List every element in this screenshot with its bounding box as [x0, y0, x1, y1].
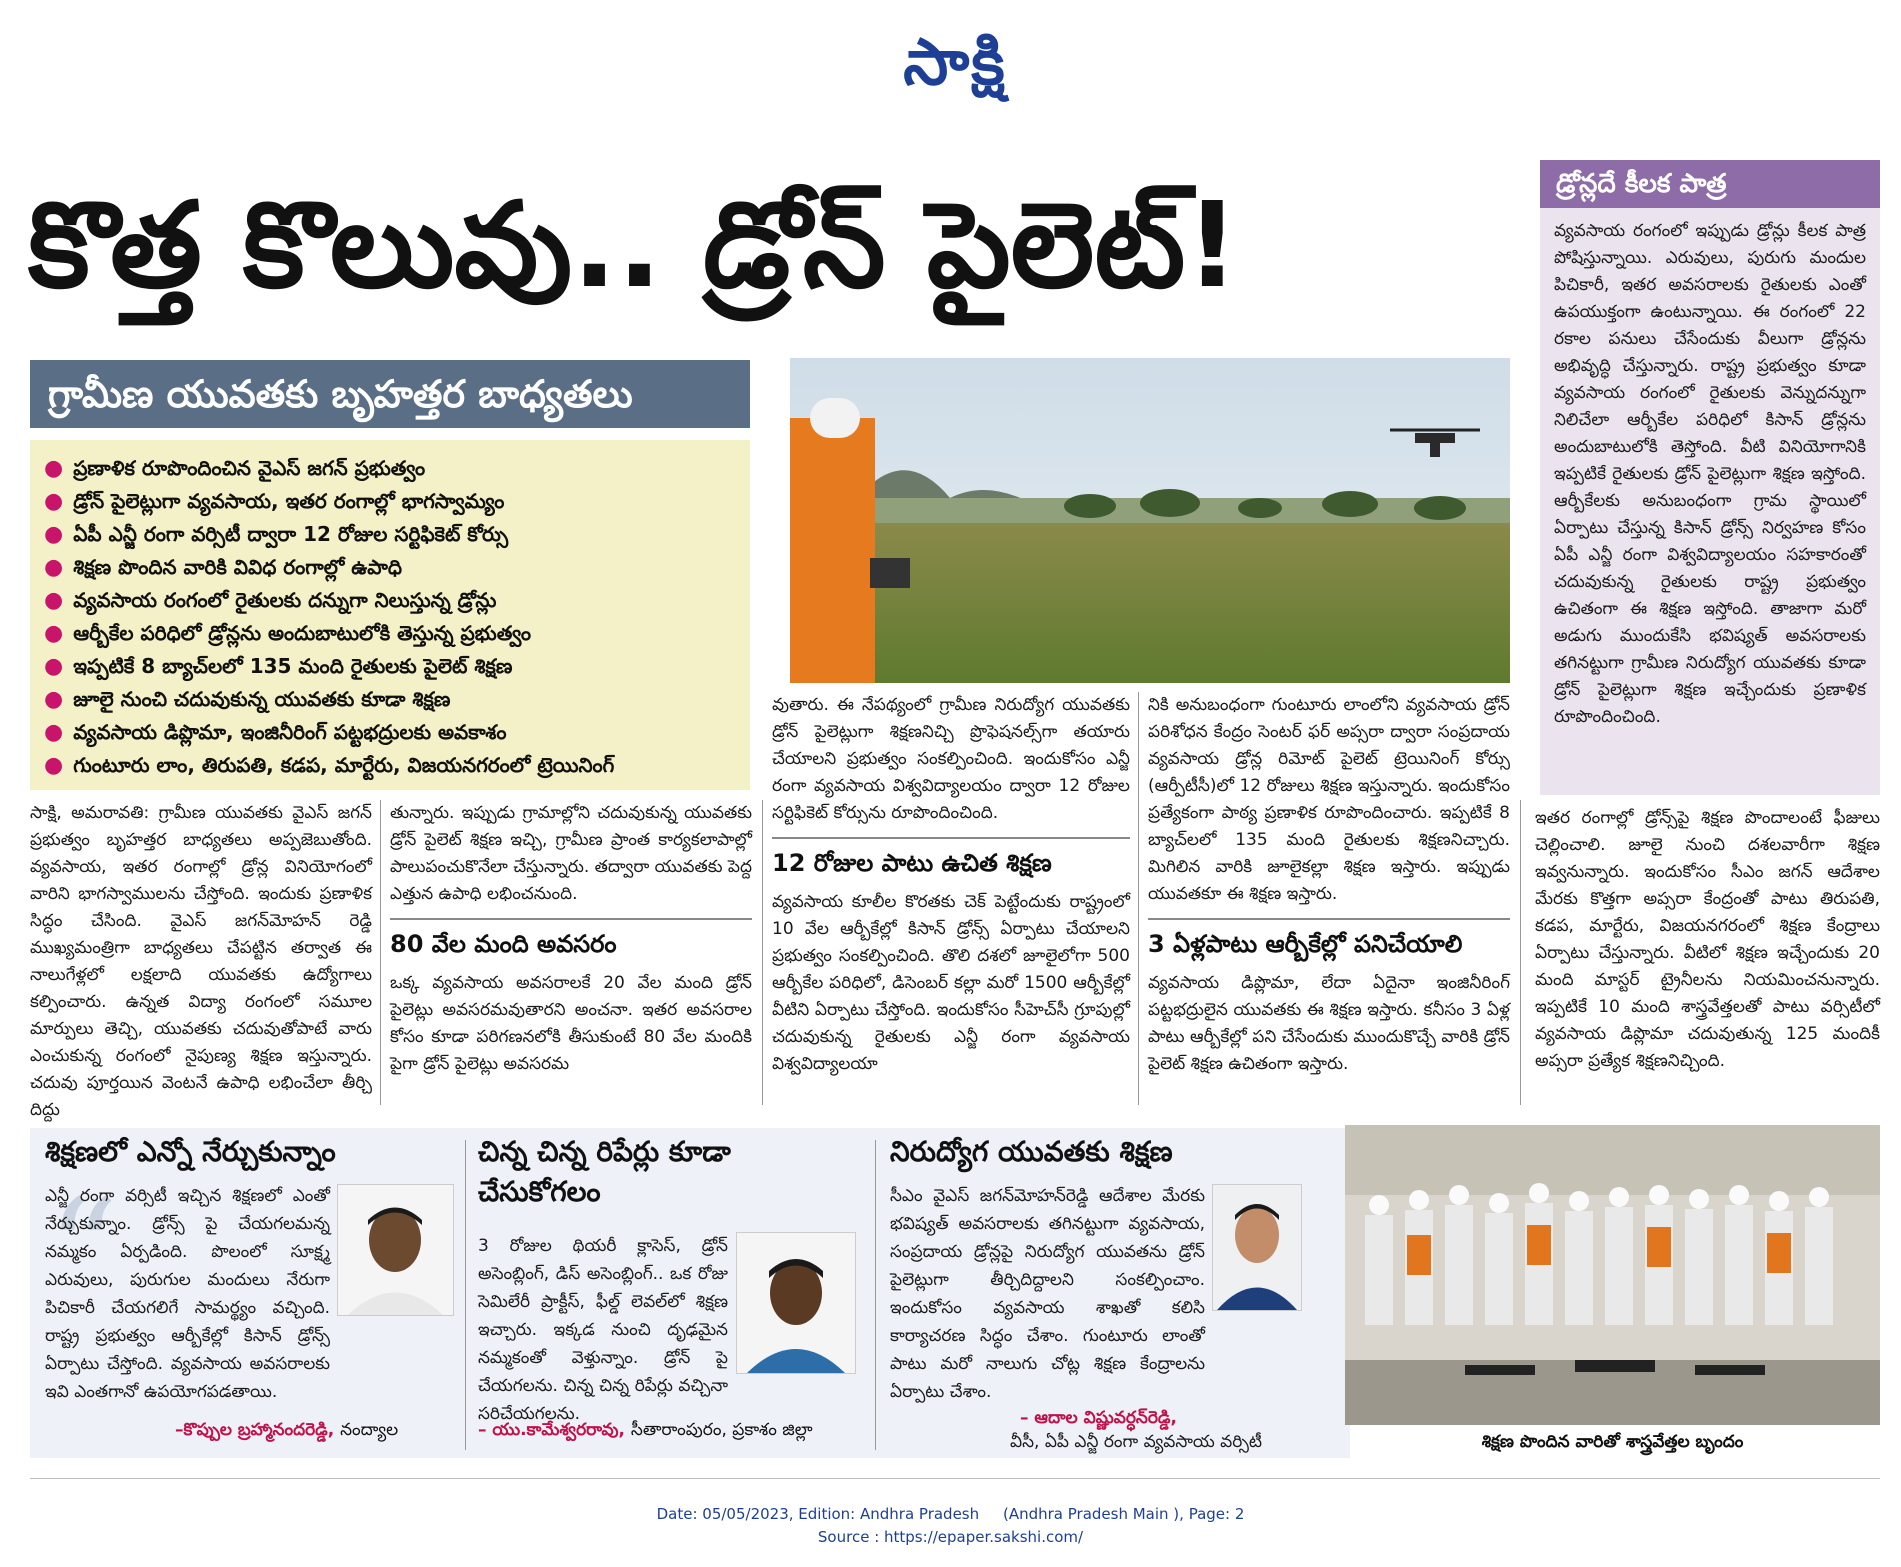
- highlight-text: జూలై నుంచి చదువుకున్న యువతకు కూడా శిక్షణ: [73, 687, 451, 711]
- section-subtitle: 12 రోజుల పాటు ఉచిత శిక్షణ: [772, 837, 1130, 881]
- sidebar-title: డ్రోన్లదే కీలక పాత్ర: [1540, 160, 1880, 208]
- highlight-item: [44, 716, 736, 749]
- highlight-item: [44, 584, 736, 617]
- testimonial-title: చిన్న చిన్న రిపేర్లు కూడా చేసుకోగలం: [478, 1135, 731, 1208]
- portrait-photo: [337, 1184, 454, 1316]
- footer-divider: [30, 1478, 1880, 1479]
- bullet-icon: ●: [44, 654, 64, 679]
- highlight-item: [44, 485, 736, 518]
- article-column-5: [1535, 805, 1880, 1075]
- testimonial-3: [890, 1132, 1300, 1452]
- article-column-4: [1148, 692, 1510, 1078]
- footer-date-edition: Date: 05/05/2023, Edition: Andhra Pradesh (Andhra Pradesh Main ), Page: 2: [656, 1505, 1245, 1523]
- highlight-item: [44, 518, 736, 551]
- article-column-3: [772, 692, 1130, 1078]
- person-icon: [737, 1233, 855, 1373]
- article-column-2: [390, 800, 752, 1078]
- highlight-item: [44, 617, 736, 650]
- section-subtitle: 3 ఏళ్లపాటు ఆర్బీకేల్లో పనిచేయాలి: [1148, 918, 1510, 962]
- testimonial-text: 3 రోజుల థియరీ క్లాసెస్, డ్రోన్ అసెంబ్లింగ్, డిస్ అసెంబ్లింగ్.. ఒక రోజు సెమిలేరీ ప్రాక్టీస్, ఫీల్డ్ లెవల్‌లో శిక్షణ ఇచ్చారు. ఇక్కడ నుంచి దృఢమైన నమ్మకంతో వెళ్తున్నాం. డ్రోన్ పై చేయగలను. చిన్న చిన్న రిపేర్లు వచ్చినా సరిచేయగలను.: [478, 1236, 728, 1424]
- sidebar-text: వ్యవసాయ రంగంలో ఇప్పుడు డ్రోన్లు కీలక పాత్ర పోషిస్తున్నాయి. ఎరువులు, పురుగు మందుల పిచికారీ, ఇతర అవసరాలకు రైతులకు ఎంతో ఉపయుక్తంగా ఉంటున్నాయి. ఈ రంగంలో 22 రకాల పనులు చేసేందుకు వీలుగా డ్రోన్లను అభివృద్ధి చేస్తున్నారు. రాష్ట్ర ప్రభుత్వం కూడా వ్యవసాయ రంగంలో రైతులకు వెన్నుదన్నుగా నిలిచేలా ఆర్బీకేల పరిధిలో కిసాన్ డ్రోన్లను అందుబాటులోకి తెస్తోంది. వీటి వినియోగానికి ఇప్పటికే రైతులకు డ్రోన్ పైలెట్లుగా శిక్షణ ఇస్తోంది. ఆర్బీకేలకు అనుబంధంగా గ్రామ స్థాయిలో ఏర్పాటు చేస్తున్న కిసాన్ డ్రోన్స్ నిర్వహణ కోసం ఏపీ ఎన్జీ రంగా విశ్వవిద్యాలయం సహకారంతో చదువుకున్న రైతులకు రాష్ట్ర ప్రభుత్వం ఉచితంగా ఈ శిక్షణ ఇస్తోంది. తాజాగా మరో అడుగు ముందుకేసి భవిష్యత్ అవసరాలకు తగినట్టుగా గ్రామీణ నిరుద్యోగ యువతకు కూడా డ్రోన్ పైలెట్లుగా శిక్షణ ఇచ్చేందుకు ప్రణాళిక రూపొందించింది.: [1554, 221, 1866, 727]
- bullet-icon: ●: [44, 555, 64, 580]
- highlight-text: గుంటూరు లాం, తిరుపతి, కడప, మార్టేరు, విజయనగరంలో ట్రెయినింగ్: [73, 753, 615, 777]
- article-paragraph: తున్నారు. ఇప్పుడు గ్రామాల్లోని చదువుకున్న యువతకు డ్రోన్ పైలెట్ శిక్షణ ఇచ్చి, గ్రామీణ ప్రాంత కార్యకలాపాల్లో పాలుపంచుకొనేలా చేస్తున్నారు. తద్వారా యువతకు పెద్ద ఎత్తున ఉపాధి లభించనుంది.: [390, 803, 752, 904]
- testimonial-place: నంద్యాల: [340, 1420, 399, 1440]
- bullet-icon: ●: [44, 720, 64, 745]
- column-divider: [1520, 800, 1521, 1105]
- highlight-item: [44, 683, 736, 716]
- highlight-text: ఆర్బీకేల పరిధిలో డ్రోన్లను అందుబాటులోకి తెస్తున్న ప్రభుత్వం: [73, 621, 532, 645]
- sidebar-box: [1540, 160, 1880, 795]
- portrait-photo: [736, 1232, 856, 1374]
- highlight-text: శిక్షణ పొందిన వారికి వివిధ రంగాల్లో ఉపాధి: [73, 555, 402, 579]
- testimonial-place: వీసీ, ఏపీ ఎన్జీ రంగా వ్యవసాయ వర్సిటీ: [1010, 1432, 1263, 1452]
- bullet-icon: ●: [44, 588, 64, 613]
- bullet-icon: ●: [44, 489, 64, 514]
- column-divider: [875, 1140, 876, 1450]
- testimonial-signature: [478, 1420, 813, 1444]
- bullet-icon: ●: [44, 753, 64, 778]
- column-divider: [465, 1140, 466, 1450]
- highlights-box: [30, 440, 750, 790]
- article-paragraph: వ్యవసాయ డిప్లొమా, లేదా ఏదైనా ఇంజినీరింగ్ పట్టభద్రులైన యువతకు ఈ శిక్షణ ఇస్తారు. కనీసం 3 ఏళ్ల పాటు ఆర్బీకేల్లో పని చేసేందుకు ముందుకొచ్చే వారికి డ్రోన్ పైలెట్ శిక్షణ ఉచితంగా ఇస్తారు.: [1148, 973, 1510, 1074]
- drone-field-photo: [790, 358, 1510, 683]
- highlight-item: [44, 551, 736, 584]
- bullet-icon: ●: [44, 687, 64, 712]
- quote-mark-icon: “: [47, 1170, 119, 1333]
- article-paragraph: సాక్షి, అమరావతి: గ్రామీణ యువతకు వైఎస్ జగన్ ప్రభుత్వం బృహత్తర బాధ్యతలు అప్పజెబుతోంది. వ్యవసాయ, ఇతర రంగాల్లో డ్రోన్ల వినియోగంలో వారిని భాగస్వాములను చేస్తోంది. ఇందుకు ప్రణాళిక సిద్ధం చేసింది. వైఎస్ జగన్‌మోహన్ రెడ్డి ముఖ్యమంత్రిగా బాధ్యతలు చేపట్టిన తర్వాత ఈ నాలుగేళ్లలో లక్షలాది యువతకు ఉద్యోగాలు కల్పించారు. ఉన్నత విద్యా రంగంలో సమూల మార్పులు తెచ్చి, యువతకు చదువుతోపాటే వారు ఎంచుకున్న రంగంలో నైపుణ్య శిక్షణ ఇస్తున్నారు. చదువు పూర్తయిన వెంటనే ఉపాధి లభించేలా తీర్చి దిద్దు: [30, 803, 372, 1120]
- article-paragraph: ఇతర రంగాల్లో డ్రోన్స్‌పై శిక్షణ పొందాలంటే ఫీజులు చెల్లించాలి. జూలై నుంచి దశలవారీగా శిక్షణ ఇవ్వనున్నారు. ఇందుకోసం సీఎం జగన్ ఆదేశాల మేరకు కొత్తగా అప్సరా కేంద్రంతో పాటు తిరుపతి, కడప, మార్టేరు, విజయనగరంలో శిక్షణ కేంద్రాలు ఏర్పాటు చేస్తున్నారు. వీటిలో శిక్షణ ఇచ్చేందుకు 20 మంది మాస్టర్ ట్రైనీలను నియమించనున్నారు. ఇప్పటికే 10 మంది శాస్త్రవేత్తలతో పాటు వర్సిటీలో వ్యవసాయ డిప్లొమా చదువుతున్న 125 మందికీ అప్సరా ప్రత్యేక శిక్షణనిచ్చింది.: [1535, 808, 1880, 1071]
- highlight-text: ఏపీ ఎన్జీ రంగా వర్సిటీ ద్వారా 12 రోజుల సర్టిఫికెట్ కోర్సు: [73, 522, 509, 546]
- group-photo-caption: శిక్షణ పొందిన వారితో శాస్త్రవేత్తల బృందం: [1481, 1432, 1744, 1452]
- column-divider: [762, 800, 763, 1105]
- testimonial-2: [478, 1132, 878, 1452]
- drone-field-photo-illustration: [790, 358, 1510, 683]
- testimonial-text: ఎన్జీ రంగా వర్సిటీ ఇచ్చిన శిక్షణలో ఎంతో నేర్చుకున్నాం. డ్రోన్స్ పై చేయగలమన్న నమ్మకం ఏర్పడింది. పొలంలో సూక్ష్మ ఎరువులు, పురుగుల మందులు నేరుగా పిచికారీ చేయగలిగే సామర్థ్యం వచ్చింది. రాష్ట్ర ప్రభుత్వం ఆర్బీకేల్లో కిసాన్ డ్రోన్స్ ఏర్పాటు చేస్తోంది. వ్యవసాయ అవసరాలకు ఇవి ఎంతగానో ఉపయోగపడతాయి.: [45, 1186, 330, 1402]
- subheadline: గ్రామీణ యువతకు బృహత్తర బాధ్యతలు: [30, 360, 750, 428]
- person-icon: [338, 1185, 453, 1315]
- highlight-text: వ్యవసాయ రంగంలో రైతులకు దన్నుగా నిలుస్తున్న డ్రోన్లు: [73, 588, 497, 612]
- highlight-text: ప్రణాళిక రూపొందించిన వైఎస్ జగన్ ప్రభుత్వం: [73, 456, 426, 480]
- person-icon: [1213, 1185, 1301, 1310]
- testimonial-title: నిరుద్యోగ యువతకు శిక్షణ: [890, 1135, 1173, 1168]
- bullet-icon: ●: [44, 621, 64, 646]
- highlight-text: వ్యవసాయ డిప్లొమా, ఇంజినీరింగ్ పట్టభద్రులకు అవకాశం: [73, 720, 507, 744]
- column-divider: [1138, 692, 1139, 1105]
- testimonial-1: [45, 1132, 455, 1452]
- testimonial-name: –కొప్పుల బ్రహ్మానందరెడ్డి,: [175, 1420, 335, 1440]
- headline: కొత్త కొలువు.. డ్రోన్ పైలెట్!: [28, 176, 1240, 314]
- testimonial-name: – ఆదాల విష్ణువర్ధన్‌రెడ్డి,: [1020, 1408, 1177, 1428]
- bullet-icon: ●: [44, 522, 64, 547]
- testimonial-title: శిక్షణలో ఎన్నో నేర్చుకున్నాం: [45, 1135, 336, 1168]
- testimonial-text: సీఎం వైఎస్ జగన్‌మోహన్‌రెడ్డి ఆదేశాల మేరకు భవిష్యత్ అవసరాలకు తగినట్టుగా వ్యవసాయ, సంప్రదాయ డ్రోన్లపై నిరుద్యోగ యువతను డ్రోన్ పైలెట్లుగా తీర్చిదిద్దాలని సంకల్పించాం. ఇందుకోసం వ్యవసాయ శాఖతో కలిసి కార్యాచరణ సిద్ధం చేశాం. గుంటూరు లాంతో పాటు మరో నాలుగు చోట్ల శిక్షణ కేంద్రాలను ఏర్పాటు చేశాం.: [890, 1186, 1205, 1402]
- highlight-item: [44, 650, 736, 683]
- testimonial-name: – యు.కామేశ్వరరావు,: [478, 1420, 625, 1440]
- masthead-logo: సాక్షి: [903, 26, 1007, 100]
- portrait-photo: [1212, 1184, 1302, 1311]
- bullet-icon: ●: [44, 456, 64, 481]
- footer-source: Source : https://epaper.sakshi.com/: [817, 1528, 1084, 1546]
- column-divider: [380, 800, 381, 1105]
- highlight-item: [44, 749, 736, 782]
- testimonial-signature: [175, 1420, 398, 1444]
- highlight-text: ఇప్పటికే 8 బ్యాచ్‌లలో 135 మంది రైతులకు పైలెట్ శిక్షణ: [73, 654, 513, 678]
- article-paragraph: వ్యవసాయ కూలీల కొరతకు చెక్ పెట్టేందుకు రాష్ట్రంలో 10 వేల ఆర్బీకేల్లో కిసాన్ డ్రోన్స్ ఏర్పాటు చేయాలని ప్రభుత్వం సంకల్పించింది. తొలి దశలో జూలైలోగా 500 ఆర్బీకేల పరిధిలో, డిసెంబర్ కల్లా మరో 1500 ఆర్బీకేల్లో వీటిని ఏర్పాటు చేస్తోంది. ఇందుకోసం సీహెచ్‌సీ గ్రూపుల్లో చదువుకున్న రైతులకు ఎన్జీ రంగా వ్యవసాయ విశ్వవిద్యాలయా: [772, 892, 1130, 1074]
- group-photo-illustration: [1345, 1125, 1880, 1425]
- highlight-text: డ్రోన్ పైలెట్లుగా వ్యవసాయ, ఇతర రంగాల్లో భాగస్వామ్యం: [73, 489, 505, 513]
- highlights-list: [44, 452, 736, 782]
- group-photo: [1345, 1125, 1880, 1425]
- article-paragraph: వుతారు. ఈ నేపథ్యంలో గ్రామీణ నిరుద్యోగ యువతకు డ్రోన్ పైలెట్లుగా శిక్షణనిచ్చి ప్రొఫెషనల్స్‌గా తయారు చేయాలని ప్రభుత్వం సంకల్పించింది. ఇందుకోసం ఎన్జీ రంగా వ్యవసాయ విశ్వవిద్యాలయం ద్వారా 12 రోజుల సర్టిఫికెట్ కోర్సును రూపొందించింది.: [772, 695, 1130, 823]
- section-subtitle: 80 వేల మంది అవసరం: [390, 918, 752, 962]
- highlight-item: [44, 452, 736, 485]
- article-column-1: [30, 800, 372, 1124]
- article-paragraph: ఒక్క వ్యవసాయ అవసరాలకే 20 వేల మంది డ్రోన్ పైలెట్లు అవసరమవుతారని అంచనా. ఇతర అవసరాల కోసం కూడా పరిగణనలోకి తీసుకుంటే 80 వేల మందికి పైగా డ్రోన్ పైలెట్లు అవసరమ: [390, 973, 752, 1074]
- article-paragraph: నికి అనుబంధంగా గుంటూరు లాంలోని వ్యవసాయ డ్రోన్ పరిశోధన కేంద్రం సెంటర్ ఫర్ అప్సరా ద్వారా సంప్రదాయ వ్యవసాయ డ్రోన్ల రిమోట్ పైలెట్ ట్రెయినింగ్ కోర్సు (ఆర్పీటీసీ)లో 12 రోజులు శిక్షణ ఇస్తున్నారు. ఇందుకోసం ప్రత్యేకంగా పాఠ్య ప్రణాళిక రూపొందించారు. ఇప్పటికే 8 బ్యాచ్‌లలో 135 మంది రైతులకు శిక్షణనిచ్చారు. మిగిలిన వారికి జూలైకల్లా శిక్షణ ఇస్తారు. ఇప్పుడు యువతకూ ఈ శిక్షణ ఇస్తారు.: [1148, 695, 1510, 904]
- testimonial-place: సీతారాంపురం, ప్రకాశం జిల్లా: [630, 1420, 813, 1440]
